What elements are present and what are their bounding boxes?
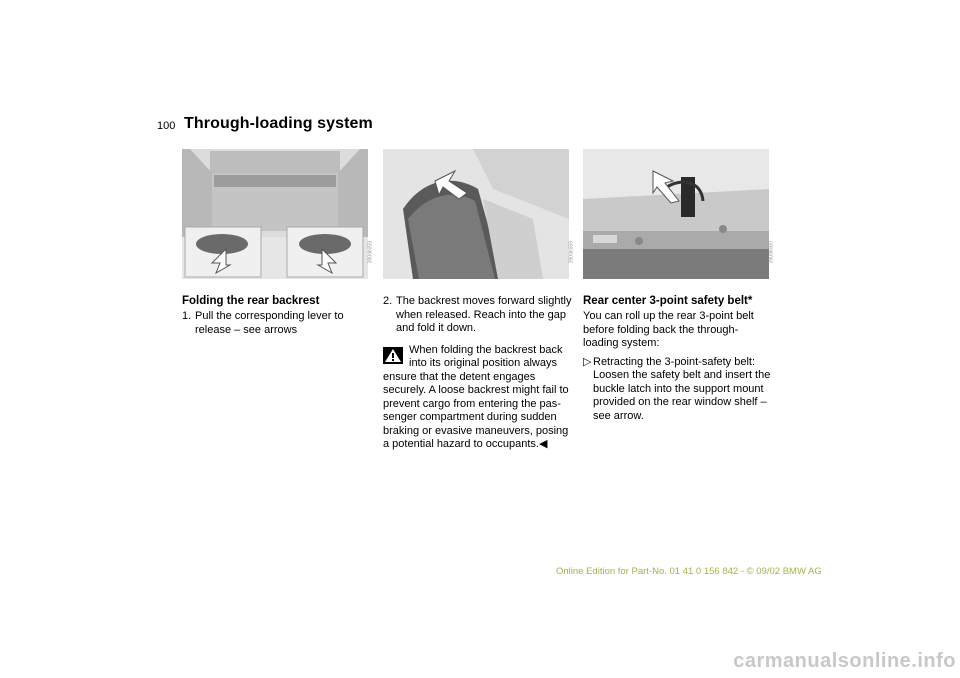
warning-text-first: When folding the backrest back into its original position always bbox=[409, 343, 563, 369]
bullet-retracting-belt bbox=[583, 356, 773, 424]
intro-paragraph: You can roll up the rear 3-point belt before folding back the through-loading system: bbox=[583, 310, 754, 349]
watermark: carmanualsonline.info bbox=[733, 650, 956, 672]
column-2 bbox=[383, 295, 573, 452]
warning-text-rest: ensure that the detent engages securely. A loose backrest might fail to prevent cargo from entering the pas-senger compartment during sudden braking or evasive maneuvers, posing a potential hazard to occupants. bbox=[383, 370, 569, 450]
warning-triangle-icon bbox=[383, 347, 403, 364]
step-number: 2. bbox=[383, 295, 393, 307]
step-number: 1. bbox=[182, 310, 192, 322]
bullet-text: Retracting the 3-point-safety belt: Loosen the safety belt and insert the buckle latch into the support mount provided on the rear window shelf – see arrow. bbox=[593, 355, 771, 422]
step-text: Pull the corresponding lever to release – see arrows bbox=[195, 310, 344, 336]
photo-backrest bbox=[383, 149, 574, 279]
photo-code: 390de059 bbox=[568, 241, 574, 264]
photo-trunk-levers bbox=[182, 149, 373, 279]
bullet-arrow-icon: ▷ bbox=[583, 355, 592, 368]
column-1 bbox=[182, 294, 372, 337]
step-text: The backrest moves forward slightly when released. Reach into the gap and fold it down. bbox=[396, 295, 572, 334]
page-number: 100 bbox=[157, 120, 176, 132]
end-mark-icon: ◀ bbox=[538, 438, 548, 450]
footer-edition: Online Edition for Part-No. 01 41 0 156 842 - © 09/02 BMW AG bbox=[556, 566, 822, 577]
step-1 bbox=[182, 310, 372, 337]
step-2 bbox=[383, 295, 573, 336]
page-title: Through-loading system bbox=[184, 115, 373, 132]
column-3 bbox=[583, 294, 773, 423]
photo-code: 390de060 bbox=[768, 241, 774, 264]
heading-rear-center-belt: Rear center 3-point safety belt* bbox=[583, 295, 753, 307]
photo-belt-mount bbox=[583, 149, 774, 279]
photo-code: 390de059 bbox=[367, 241, 373, 264]
warning-note bbox=[383, 344, 573, 452]
heading-folding-backrest: Folding the rear backrest bbox=[182, 295, 320, 307]
